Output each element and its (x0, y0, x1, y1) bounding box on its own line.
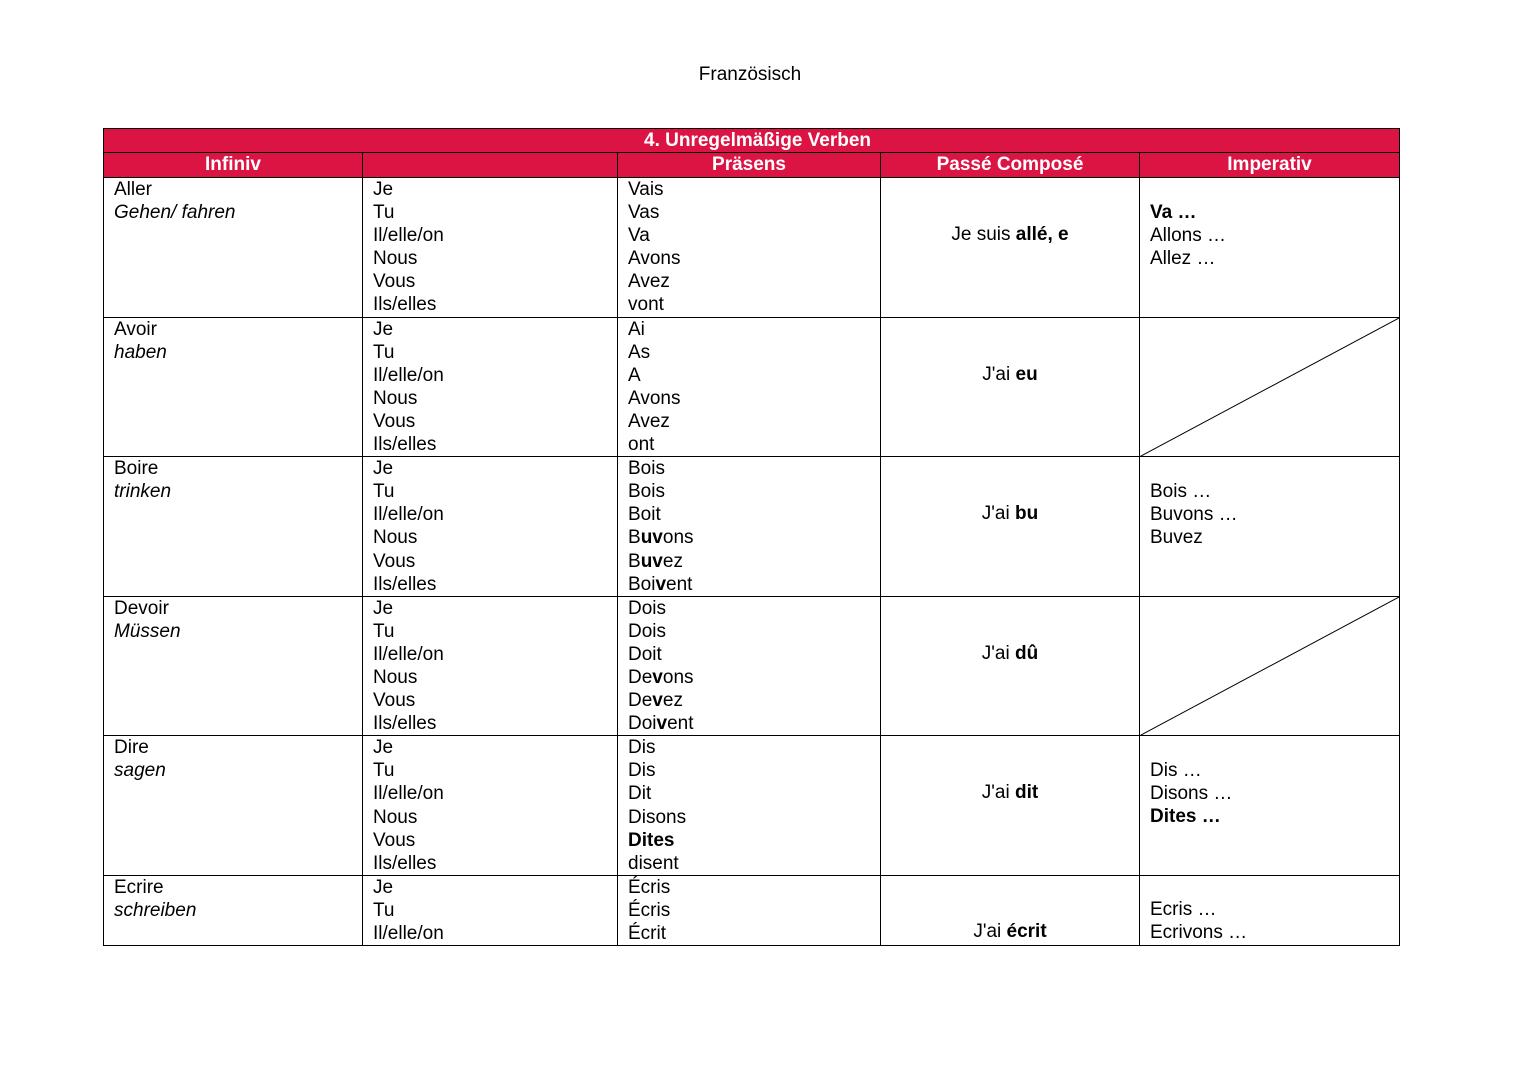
imperative-form: Dites … (1150, 806, 1221, 828)
present-cell (618, 178, 881, 318)
present-form: Dois (628, 620, 667, 642)
passe-compose-participle: écrit (1006, 920, 1047, 942)
pronoun-cell (363, 317, 618, 457)
pronoun-lines (363, 318, 617, 457)
imperative-cell (1140, 317, 1400, 457)
no-imperative-diagonal (1140, 318, 1399, 457)
present-cell (618, 875, 881, 945)
present-form: Boit (628, 504, 661, 526)
present-form: Avons (628, 387, 681, 409)
table-banner (104, 129, 1400, 153)
passe-compose-participle: dit (1014, 782, 1039, 804)
present-form: Avez (628, 410, 670, 432)
pronoun: Il/elle/on (373, 504, 444, 526)
pronoun: Nous (373, 806, 418, 828)
imperative-form: Allez … (1150, 248, 1216, 270)
present-form: Avons (628, 248, 681, 270)
imperative-lines (1140, 178, 1399, 270)
pronoun: Il/elle/on (373, 643, 444, 665)
passe-compose-cell (881, 596, 1140, 736)
infinitive-lines (104, 318, 362, 364)
imperative-cell (1140, 736, 1400, 876)
passe-compose (881, 921, 1139, 943)
present-form: Ai (628, 318, 645, 340)
imperative-form: Buvons … (1150, 504, 1238, 526)
infinitive-lines (104, 876, 362, 922)
pronoun: Tu (373, 341, 395, 363)
header-pronoun (363, 153, 618, 178)
passe-compose-cell (881, 317, 1140, 457)
pronoun: Nous (373, 666, 418, 688)
present-form (628, 829, 880, 852)
verb-infinitive: Ecrire (114, 876, 164, 898)
verb-translation: haben (114, 341, 167, 363)
infinitive-cell (104, 736, 363, 876)
present-lines (618, 318, 880, 457)
verb-translation: schreiben (114, 899, 197, 921)
pronoun-cell (363, 596, 618, 736)
present-cell (618, 596, 881, 736)
irregular-verbs-table (103, 128, 1400, 946)
verb-infinitive: Avoir (114, 318, 157, 340)
passe-compose (881, 782, 1139, 804)
imperative-lines (1140, 876, 1399, 944)
passe-compose-cell (881, 457, 1140, 597)
header-imperative: Imperativ (1140, 153, 1400, 178)
present-form: disent (628, 852, 679, 874)
present-form: Dis (628, 760, 656, 782)
present-form: Écris (628, 899, 671, 921)
imperative-cell (1140, 596, 1400, 736)
pronoun: Je (373, 876, 394, 898)
pronoun: Ils/elles (373, 573, 437, 595)
infinitive-cell (104, 178, 363, 318)
pronoun-lines (363, 736, 617, 875)
pronoun: Ils/elles (373, 852, 437, 874)
pronoun: Vous (373, 690, 416, 712)
present-form: Doivent (628, 713, 694, 735)
pronoun: Nous (373, 527, 418, 549)
present-lines (618, 876, 880, 945)
pronoun: Vous (373, 550, 416, 572)
emphasized-letters: v (656, 713, 668, 735)
present-form: vont (628, 294, 664, 316)
pronoun: Tu (373, 481, 395, 503)
present-form: Dit (628, 783, 652, 805)
present-form: Devez (628, 690, 683, 712)
pronoun: Il/elle/on (373, 783, 444, 805)
imperative-cell (1140, 178, 1400, 318)
present-form: Vais (628, 179, 664, 200)
passe-compose-auxiliary: J'ai (981, 503, 1010, 525)
passe-compose-auxiliary: Je suis (951, 224, 1011, 245)
present-lines (618, 597, 880, 736)
table-row (104, 736, 1400, 876)
present-form: Bois (628, 481, 665, 503)
present-lines (618, 736, 880, 875)
pronoun: Il/elle/on (373, 364, 444, 386)
header-present: Präsens (618, 153, 881, 178)
imperative-form: Dis … (1150, 760, 1202, 782)
infinitive-cell (104, 875, 363, 945)
pronoun-cell (363, 736, 618, 876)
passe-compose (881, 224, 1139, 246)
infinitive-lines (104, 597, 362, 643)
present-form: Dis (628, 737, 656, 759)
pronoun: Je (373, 179, 394, 200)
pronoun: Tu (373, 620, 395, 642)
present-cell (618, 457, 881, 597)
pronoun-lines (363, 597, 617, 736)
passe-compose-participle: allé, e (1015, 224, 1069, 245)
verb-infinitive: Devoir (114, 597, 169, 619)
passe-compose-cell (881, 736, 1140, 876)
table-header-row (104, 153, 1400, 178)
present-lines (618, 457, 880, 596)
imperative-form: Ecris … (1150, 898, 1217, 920)
emphasized-letters: uv (640, 550, 663, 572)
pronoun: Vous (373, 271, 416, 293)
pronoun: Vous (373, 829, 416, 851)
present-form: Dois (628, 597, 667, 619)
passe-compose-cell (881, 178, 1140, 318)
passe-compose-cell (881, 875, 1140, 945)
passe-compose (881, 643, 1139, 665)
imperative-lines (1140, 736, 1399, 828)
pronoun-cell (363, 178, 618, 318)
emphasized-letters: v (652, 690, 663, 712)
imperative-form: Allons … (1150, 225, 1227, 247)
verb-translation: sagen (114, 760, 166, 782)
pronoun-lines (363, 178, 617, 317)
table-banner-text: 4. Unregelmäßige Verben (644, 130, 872, 151)
verb-infinitive: Dire (114, 737, 149, 759)
passe-compose-auxiliary: J'ai (981, 642, 1010, 664)
verb-translation: trinken (114, 481, 172, 503)
diagonal-line (1140, 318, 1399, 457)
present-form: Doit (628, 643, 662, 665)
present-form: Vas (628, 202, 660, 224)
pronoun: Je (373, 458, 394, 480)
passe-compose-participle: bu (1014, 503, 1039, 525)
table-row (104, 457, 1400, 597)
passe-compose-auxiliary: J'ai (973, 920, 1002, 942)
pronoun: Il/elle/on (373, 923, 444, 944)
pronoun-cell (363, 457, 618, 597)
pronoun-lines (363, 876, 617, 945)
infinitive-cell (104, 317, 363, 457)
emphasized-letters: v (652, 666, 663, 688)
pronoun-lines (363, 457, 617, 596)
table-row (104, 596, 1400, 736)
present-lines (618, 178, 880, 317)
present-form: Écris (628, 876, 671, 898)
imperative-cell (1140, 875, 1400, 945)
present-form: Disons (628, 806, 687, 828)
table-row (104, 875, 1400, 945)
pronoun: Ils/elles (373, 294, 437, 316)
diagonal-line (1140, 597, 1399, 736)
table-row (104, 317, 1400, 457)
present-form: Va (628, 225, 650, 247)
imperative-form: Disons … (1150, 783, 1233, 805)
no-imperative-diagonal (1140, 597, 1399, 736)
present-form: Devons (628, 666, 694, 688)
infinitive-lines (104, 457, 362, 503)
pronoun: Je (373, 318, 394, 340)
present-form: As (628, 341, 651, 363)
verb-translation: Müssen (114, 620, 181, 642)
table-banner-row (104, 129, 1400, 153)
verb-translation: Gehen/ fahren (114, 202, 236, 224)
passe-compose-participle: dû (1014, 642, 1039, 664)
present-form: A (628, 364, 641, 386)
imperative-form: Va … (1150, 202, 1197, 223)
page-title: Französisch (698, 64, 802, 85)
pronoun: Ils/elles (373, 713, 437, 735)
present-cell (618, 736, 881, 876)
passe-compose (881, 364, 1139, 386)
header-passe-compose: Passé Composé (881, 153, 1140, 178)
pronoun: Je (373, 597, 394, 619)
imperative-lines (1140, 457, 1399, 549)
imperative-form: Ecrivons … (1150, 921, 1248, 943)
verb-infinitive: Boire (114, 458, 159, 480)
pronoun: Tu (373, 899, 395, 921)
present-form: ont (628, 434, 655, 456)
present-form: Buvons (628, 527, 694, 549)
passe-compose-participle: eu (1015, 363, 1038, 385)
header-infinitive: Infiniv (104, 153, 363, 178)
pronoun: Tu (373, 760, 395, 782)
verb-rows (104, 178, 1400, 946)
imperative-form: Bois … (1150, 481, 1212, 503)
present-form: Avez (628, 271, 670, 293)
imperative-cell (1140, 457, 1400, 597)
infinitive-lines (104, 736, 362, 782)
imperative-form: Buvez (1150, 527, 1203, 549)
pronoun: Nous (373, 387, 418, 409)
pronoun: Nous (373, 248, 418, 270)
infinitive-cell (104, 596, 363, 736)
pronoun: Vous (373, 410, 416, 432)
passe-compose-auxiliary: J'ai (982, 363, 1011, 385)
table-row (104, 178, 1400, 318)
pronoun: Il/elle/on (373, 225, 444, 247)
emphasized-letters: Dites (628, 829, 675, 851)
pronoun: Tu (373, 202, 395, 224)
infinitive-lines (104, 178, 362, 224)
pronoun: Je (373, 737, 394, 759)
present-form: Boivent (628, 573, 693, 595)
present-form: Buvez (628, 550, 683, 572)
emphasized-letters: v (655, 573, 667, 595)
infinitive-cell (104, 457, 363, 597)
present-cell (618, 317, 881, 457)
passe-compose (881, 503, 1139, 525)
present-form: Bois (628, 458, 665, 480)
emphasized-letters: uv (640, 527, 663, 549)
pronoun-cell (363, 875, 618, 945)
present-form: Écrit (628, 923, 666, 944)
passe-compose-auxiliary: J'ai (981, 782, 1010, 804)
verb-infinitive: Aller (114, 179, 153, 200)
pronoun: Ils/elles (373, 434, 437, 456)
